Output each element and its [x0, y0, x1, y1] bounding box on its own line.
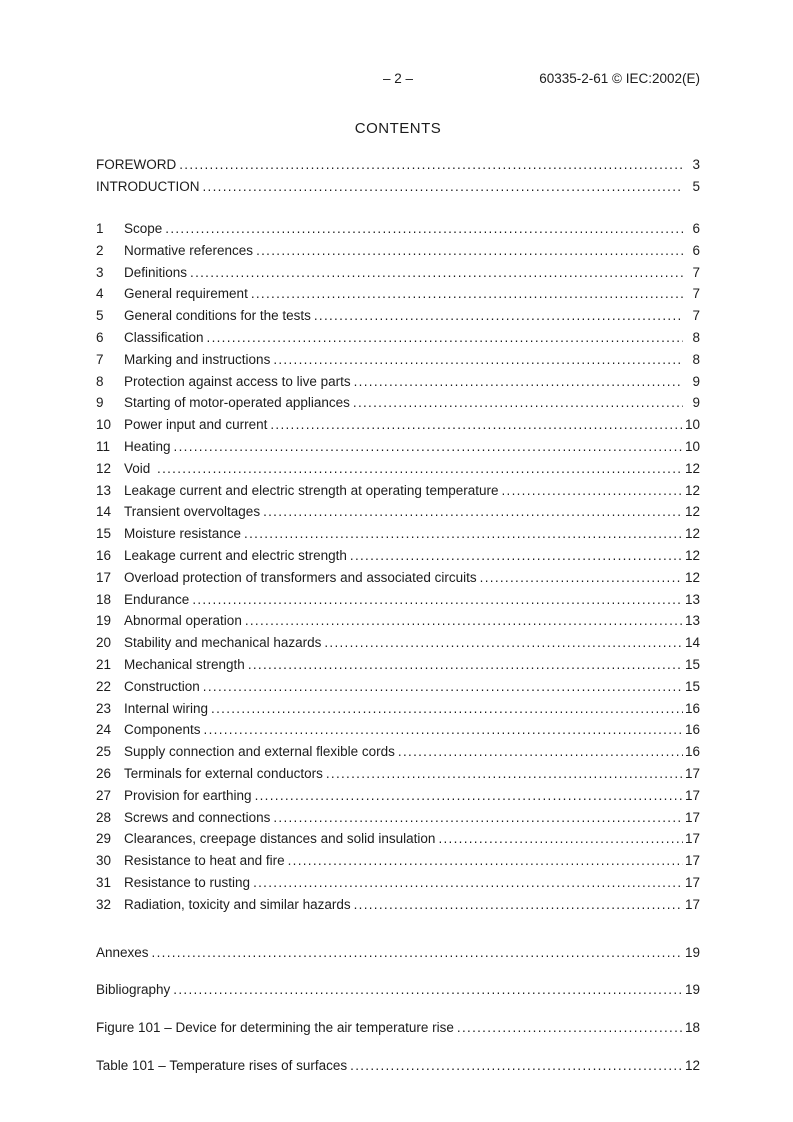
toc-entry-number: 7 — [96, 351, 104, 367]
toc-entry — [96, 741, 700, 763]
toc-entry-label: Moisture resistance — [124, 526, 242, 542]
toc-entry-label: Definitions — [124, 264, 188, 280]
toc-entry-label: Normative references — [124, 242, 254, 258]
toc-entry-label: Mechanical strength — [124, 656, 245, 672]
toc-entry-page: 12 — [684, 569, 700, 585]
toc-entry-page: 16 — [684, 700, 700, 716]
dot-leader — [203, 676, 683, 698]
toc-entry-page: 3 — [692, 157, 700, 172]
toc-entry-label: Leakage current and electric strength at operating temperature — [124, 482, 499, 498]
dot-leader — [256, 240, 683, 262]
dot-leader — [350, 545, 683, 567]
toc-entry-number: 24 — [96, 722, 112, 738]
toc-entry-number: 26 — [96, 765, 112, 781]
page-header — [96, 71, 700, 87]
toc-entry-page: 12 — [684, 1057, 700, 1073]
toc-entry-page: 17 — [684, 853, 700, 869]
dot-leader — [457, 1017, 683, 1039]
toc-entry-label: Overload protection of transformers and associated circuits — [124, 569, 477, 585]
toc-entry-number: 20 — [96, 635, 112, 651]
toc-entry-page: 16 — [684, 744, 700, 760]
toc-entry — [96, 850, 700, 872]
toc-entry-label: Construction — [124, 678, 200, 694]
toc-entry-number: 18 — [96, 591, 112, 607]
toc-entry — [96, 654, 700, 676]
toc-entry-number: 11 — [96, 438, 111, 454]
toc-entry-label: Figure 101 – Device for determining the air temperature rise — [96, 1020, 454, 1036]
toc-entry-label: Resistance to rusting — [124, 874, 251, 890]
toc-entry-page: 12 — [684, 482, 700, 498]
toc-entry-number: 5 — [96, 308, 104, 324]
toc-entry — [96, 567, 700, 589]
toc-entry-number: 23 — [96, 700, 112, 716]
toc-entry-number: 32 — [96, 896, 112, 912]
dot-leader — [203, 176, 684, 198]
toc-entry-number: 16 — [96, 547, 112, 563]
toc-entry-number: 14 — [96, 504, 112, 520]
dot-leader — [190, 262, 683, 284]
toc-entry — [96, 283, 700, 305]
toc-entry-label: Marking and instructions — [124, 351, 271, 367]
toc-entry-label: Clearances, creepage distances and solid insulation — [124, 831, 436, 847]
toc-entry — [96, 763, 700, 785]
toc-entry-page: 12 — [684, 460, 700, 476]
toc-entry-page: 9 — [692, 395, 700, 411]
dot-leader — [270, 414, 683, 436]
toc-entry — [96, 785, 700, 807]
toc-entry — [96, 676, 700, 698]
toc-entry-page: 13 — [684, 591, 700, 607]
toc-entry-page: 15 — [684, 678, 700, 694]
toc-entry-label: Abnormal operation — [124, 613, 242, 629]
toc-entry-number: 4 — [96, 286, 104, 302]
toc-entry-page: 15 — [684, 656, 700, 672]
toc-entry-label: Transient overvoltages — [124, 504, 261, 520]
toc-entry — [96, 501, 700, 523]
dot-leader — [398, 741, 683, 763]
toc-entry-page: 7 — [692, 286, 700, 302]
dot-leader — [152, 942, 683, 964]
dot-leader — [324, 632, 683, 654]
toc-entry — [96, 218, 700, 240]
toc-entry — [96, 545, 700, 567]
toc-entry — [96, 807, 700, 829]
toc-entry-label: General requirement — [124, 286, 248, 302]
toc-entry — [96, 392, 700, 414]
back-matter-list — [96, 942, 700, 1077]
toc-entry — [96, 698, 700, 720]
toc-entry-number: 13 — [96, 482, 112, 498]
dot-leader — [350, 1055, 683, 1077]
dot-leader — [165, 218, 683, 240]
toc-entry-number: 9 — [96, 395, 104, 411]
toc-entry — [96, 589, 700, 611]
toc-entry-label: Classification — [124, 329, 204, 345]
toc-entry — [96, 240, 700, 262]
toc-entry-page: 17 — [684, 874, 700, 890]
dot-leader — [314, 305, 683, 327]
toc-entry-number: 2 — [96, 242, 104, 258]
toc-entry-page: 7 — [692, 264, 700, 280]
toc-entry — [96, 176, 700, 198]
dot-leader — [438, 828, 683, 850]
toc-entry-number: 22 — [96, 678, 112, 694]
dot-leader — [354, 371, 683, 393]
toc-entry-label: Components — [124, 722, 201, 738]
toc-entry — [96, 610, 700, 632]
toc-entry-label: Screws and connections — [124, 809, 271, 825]
toc-entry-number: 28 — [96, 809, 112, 825]
dot-leader — [255, 785, 683, 807]
dot-leader — [179, 154, 683, 176]
toc-entry — [96, 979, 700, 1001]
dot-leader — [273, 807, 683, 829]
toc-entry-number: 29 — [96, 831, 112, 847]
toc-entry-number: 30 — [96, 853, 112, 869]
dot-leader — [204, 719, 683, 741]
dot-leader — [245, 610, 683, 632]
toc-entry-label: Protection against access to live parts — [124, 373, 351, 389]
toc-entry-page: 7 — [692, 308, 700, 324]
toc-entry-number: 21 — [96, 656, 112, 672]
toc-entry-label: Bibliography — [96, 982, 171, 998]
toc-entry-label: Annexes — [96, 944, 149, 960]
toc-entry — [96, 371, 700, 393]
toc-entry-page: 19 — [684, 944, 700, 960]
toc-entry — [96, 872, 700, 894]
toc-entry-page: 17 — [684, 831, 700, 847]
dot-leader — [354, 894, 683, 916]
toc-entry-number: 1 — [96, 221, 104, 236]
toc-entry-label: Resistance to heat and fire — [124, 853, 285, 869]
toc-entry — [96, 305, 700, 327]
dot-leader — [288, 850, 683, 872]
dot-leader — [501, 480, 683, 502]
toc-entry-number: 31 — [96, 874, 112, 890]
toc-entry-label: Scope — [124, 221, 163, 236]
toc-entry — [96, 154, 700, 176]
toc-entry-number: 12 — [96, 460, 112, 476]
toc-entry — [96, 1055, 700, 1077]
toc-entry-page: 19 — [684, 982, 700, 998]
toc-entry — [96, 458, 700, 480]
toc-entry-number: 17 — [96, 569, 112, 585]
front-matter-list — [96, 154, 700, 198]
toc-entry-label: Provision for earthing — [124, 787, 252, 803]
toc-entry — [96, 523, 700, 545]
document-reference: 60335-2-61 © IEC:2002(E) — [539, 71, 700, 86]
toc-entry — [96, 942, 700, 964]
dot-leader — [251, 283, 683, 305]
toc-entry-page: 17 — [684, 896, 700, 912]
dot-leader — [326, 763, 683, 785]
dot-leader — [353, 392, 683, 414]
toc-entry-label: Power input and current — [124, 417, 268, 433]
toc-entry-number: 10 — [96, 417, 112, 433]
toc-entry-page: 17 — [684, 765, 700, 781]
toc-entry-page: 18 — [684, 1020, 700, 1036]
toc-entry — [96, 1017, 700, 1039]
toc-entry-label: Void — [124, 460, 155, 476]
toc-entry-label: INTRODUCTION — [96, 179, 200, 194]
toc-entry-page: 8 — [692, 329, 700, 345]
toc-entry-page: 12 — [684, 547, 700, 563]
dot-leader — [244, 523, 683, 545]
dot-leader — [211, 698, 683, 720]
toc-entry-page: 13 — [684, 613, 700, 629]
contents-title: CONTENTS — [354, 120, 442, 137]
toc-entry — [96, 414, 700, 436]
toc-entry-page: 6 — [692, 242, 700, 258]
toc-entry — [96, 632, 700, 654]
toc-entry-page: 10 — [684, 438, 700, 454]
toc-entry-label: FOREWORD — [96, 157, 177, 172]
toc-entry-number: 19 — [96, 613, 112, 629]
toc-entry-label: Endurance — [124, 591, 190, 607]
dot-leader — [192, 589, 683, 611]
toc-entry — [96, 349, 700, 371]
dot-leader — [207, 327, 683, 349]
toc-entry-page: 17 — [684, 787, 700, 803]
dot-leader — [174, 436, 683, 458]
toc-entry-page: 16 — [684, 722, 700, 738]
toc-entry-label: Leakage current and electric strength — [124, 547, 347, 563]
toc-entry-page: 9 — [692, 373, 700, 389]
toc-entry — [96, 719, 700, 741]
toc-entry-number: 15 — [96, 526, 112, 542]
toc-entry-label: General conditions for the tests — [124, 308, 311, 324]
table-of-contents — [96, 154, 700, 1077]
dot-leader — [263, 501, 683, 523]
toc-entry-label: Heating — [124, 438, 171, 454]
dot-leader — [480, 567, 683, 589]
toc-entry-label: Radiation, toxicity and similar hazards — [124, 896, 351, 912]
toc-entry-page: 10 — [684, 417, 700, 433]
toc-entry-number: 3 — [96, 264, 104, 280]
dot-leader — [273, 349, 683, 371]
toc-entry-number: 25 — [96, 744, 112, 760]
toc-entry-number: 6 — [96, 329, 104, 345]
toc-entry-page: 12 — [684, 526, 700, 542]
toc-entry — [96, 894, 700, 916]
toc-entry — [96, 262, 700, 284]
toc-entry-number: 27 — [96, 787, 112, 803]
toc-entry — [96, 327, 700, 349]
dot-leader — [157, 458, 683, 480]
toc-entry-page: 12 — [684, 504, 700, 520]
toc-entry — [96, 480, 700, 502]
toc-entry-page: 14 — [684, 635, 700, 651]
toc-entry-label: Supply connection and external flexible cords — [124, 744, 395, 760]
dot-leader — [173, 979, 683, 1001]
toc-entry — [96, 436, 700, 458]
toc-entry-page: 5 — [692, 179, 700, 194]
clause-list — [96, 218, 700, 916]
toc-entry-label: Table 101 – Temperature rises of surfaces — [96, 1057, 348, 1073]
toc-entry-page: 8 — [692, 351, 700, 367]
dot-leader — [248, 654, 683, 676]
dot-leader — [253, 872, 683, 894]
toc-entry-number: 8 — [96, 373, 104, 389]
toc-entry-label: Starting of motor-operated appliances — [124, 395, 350, 411]
toc-entry — [96, 828, 700, 850]
toc-entry-page: 6 — [692, 221, 700, 236]
page-number-marker: – 2 – — [382, 71, 414, 86]
toc-entry-label: Internal wiring — [124, 700, 209, 716]
toc-entry-label: Terminals for external conductors — [124, 765, 323, 781]
toc-entry-label: Stability and mechanical hazards — [124, 635, 322, 651]
toc-entry-page: 17 — [684, 809, 700, 825]
